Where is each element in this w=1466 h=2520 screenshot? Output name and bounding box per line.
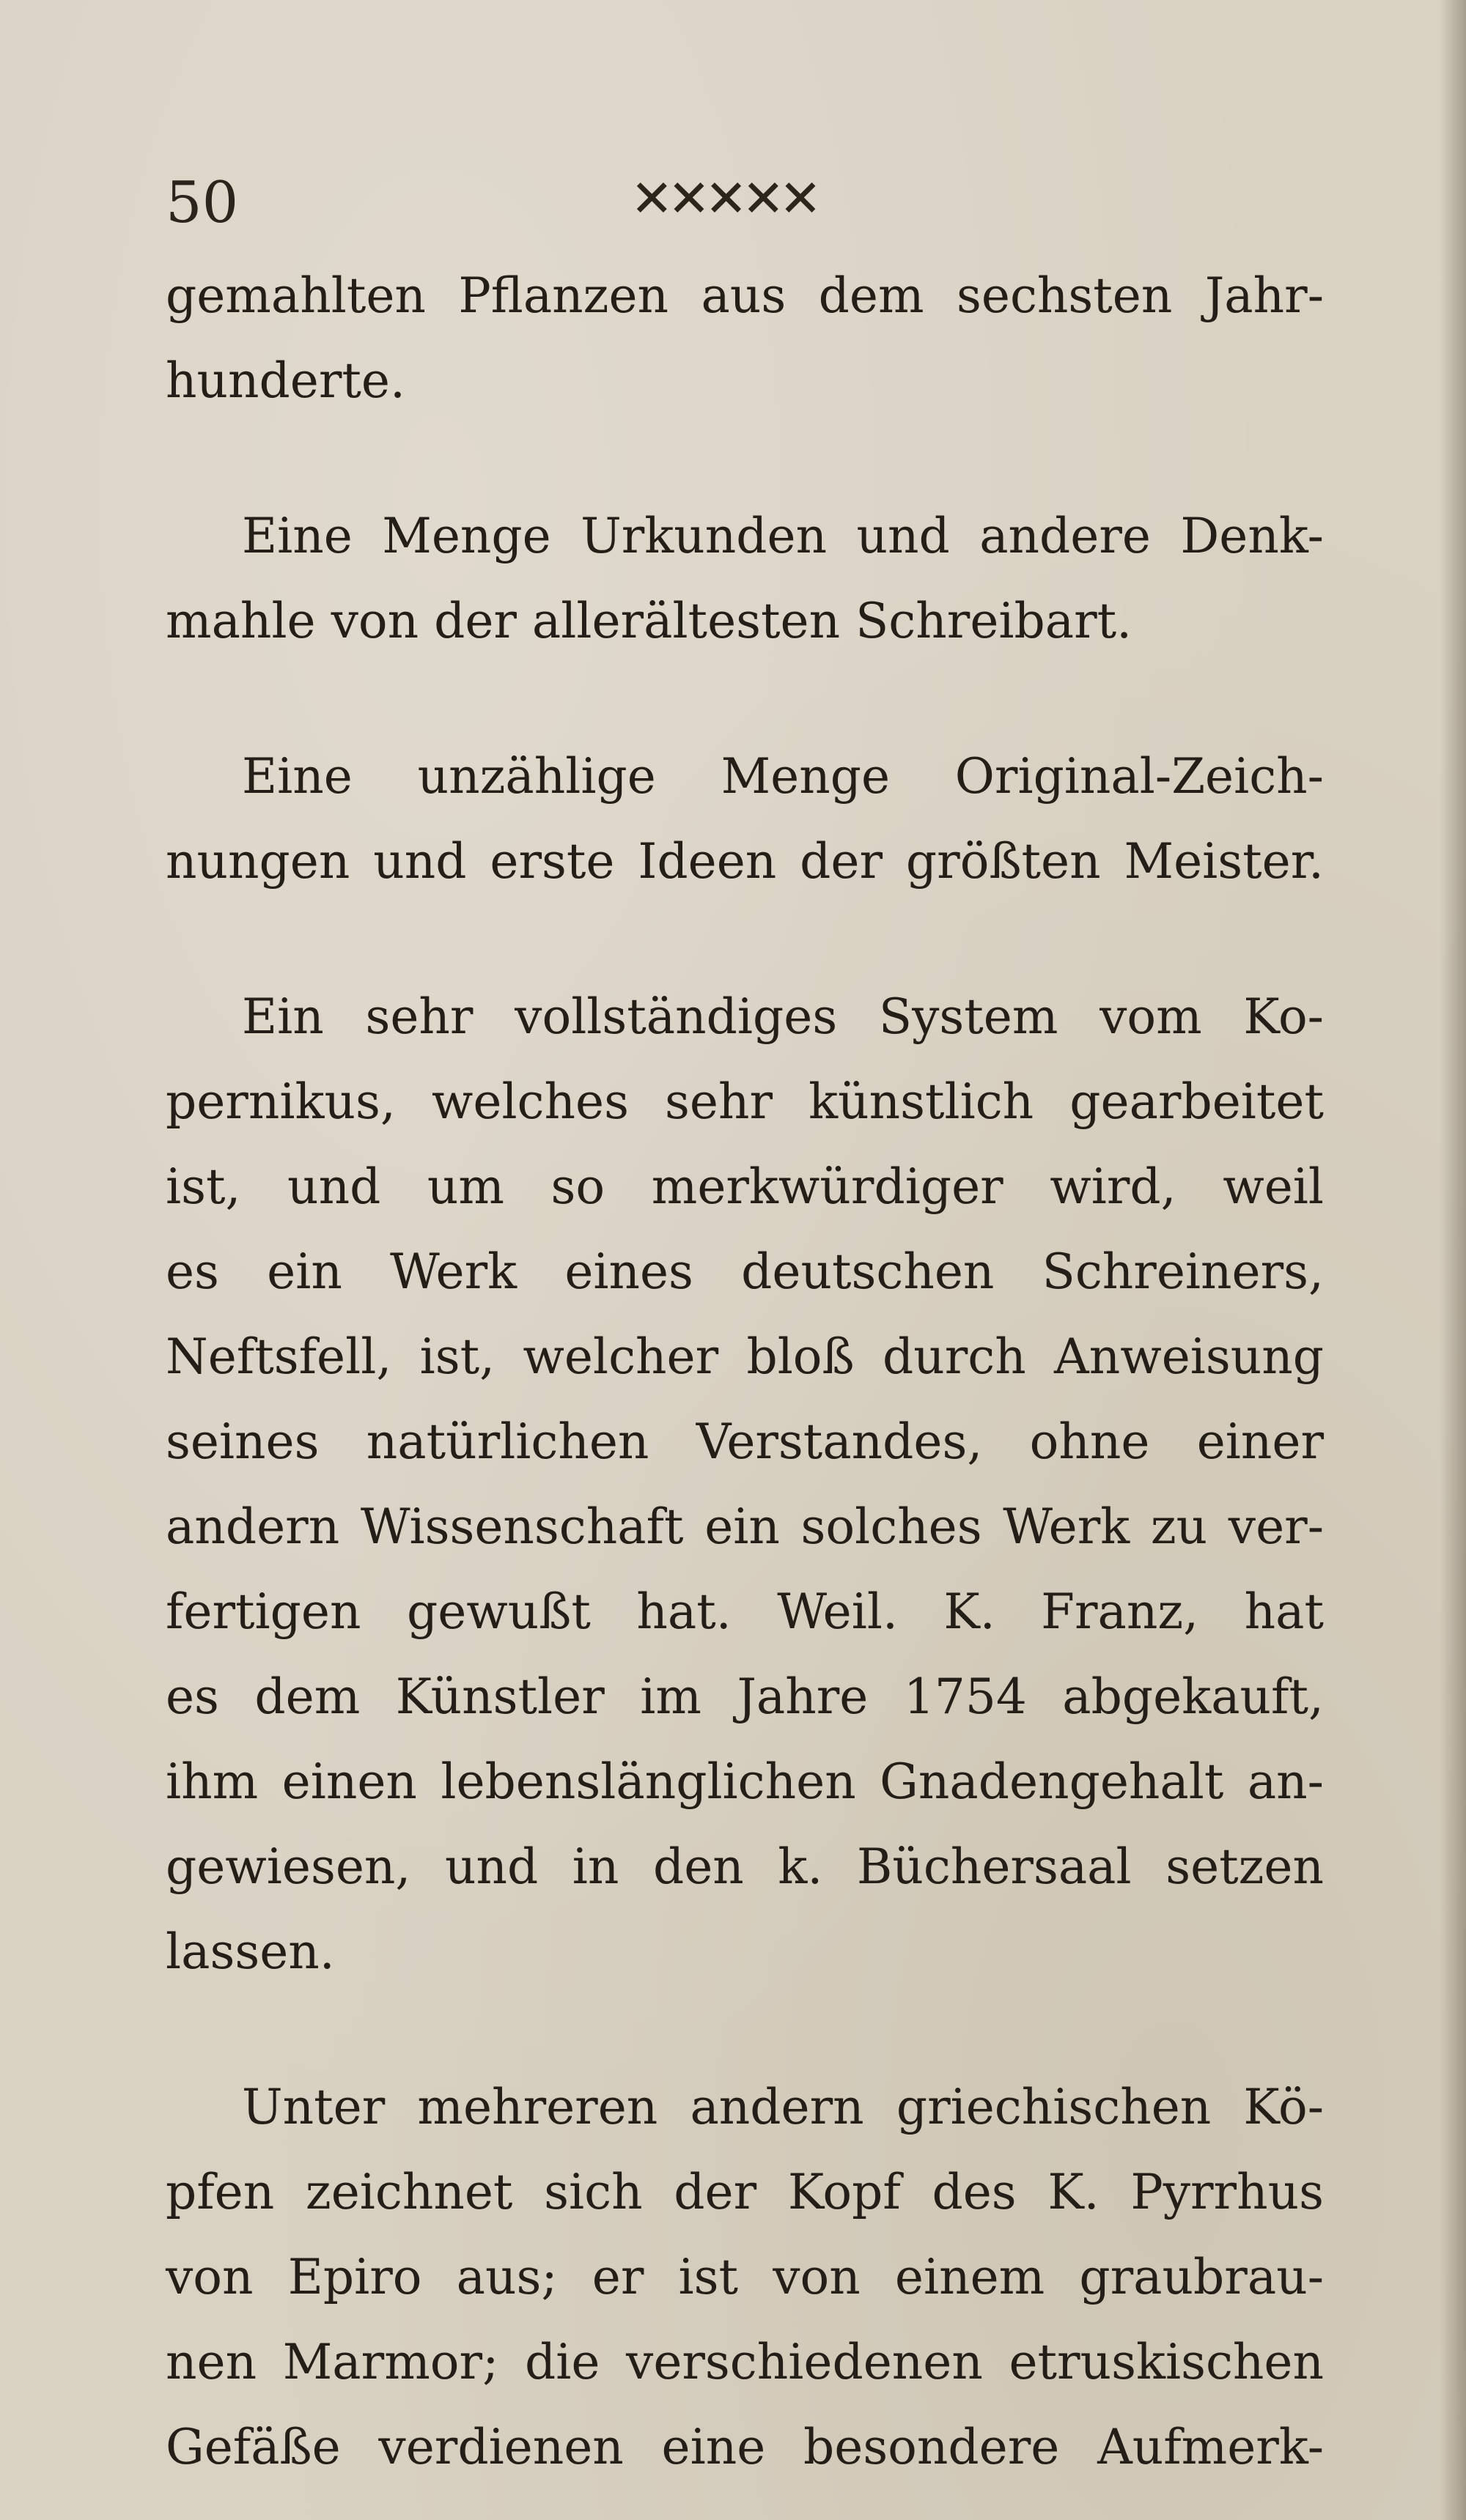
paragraph-5 [166, 2065, 1324, 2490]
text-line: Ein sehr vollständiges System vom Ko- [242, 989, 1324, 1045]
text-line: gemahlten Pflanzen aus dem sechsten Jahr- [166, 267, 1324, 324]
text-line: nungen und erste Ideen der größten Meister. [166, 833, 1324, 890]
paragraph-2 [166, 494, 1324, 664]
text-line: andern Wissenschaft ein solches Werk zu ver- [166, 1499, 1324, 1555]
text-line: lassen. [166, 1924, 335, 1980]
text-line: pernikus, welches sehr künstlich gearbeitet [166, 1074, 1324, 1130]
text-line: seines natürlichen Verstandes, ohne einer [166, 1414, 1324, 1470]
text-line: ist, und um so merkwürdiger wird, weil [166, 1159, 1324, 1215]
paragraph-1 [166, 254, 1324, 424]
text-line: Neftsfell, ist, welcher bloß durch Anweisung [166, 1329, 1324, 1385]
text-line: pfen zeichnet sich der Kopf des K. Pyrrhus [166, 2164, 1324, 2220]
text-line: gewiesen, und in den k. Büchersaal setzen [166, 1839, 1324, 1895]
text-line: es ein Werk eines deutschen Schreiners, [166, 1244, 1324, 1300]
text-line: mahle von der allerältesten Schreibart. [166, 593, 1132, 649]
text-line: ihm einen lebenslänglichen Gnadengehalt an- [166, 1754, 1324, 1810]
text-line: Gefäße verdienen eine besondere Aufmerk- [166, 2419, 1324, 2475]
text-line: Eine Menge Urkunden und andere Denk- [242, 508, 1324, 564]
text-line: von Epiro aus; er ist von einem graubrau- [166, 2249, 1324, 2305]
text-line: Unter mehreren andern griechischen Kö- [242, 2079, 1324, 2135]
text-line: es dem Künstler im Jahre 1754 abgekauft, [166, 1669, 1324, 1725]
text-line: Eine unzählige Menge Original-Zeich- [242, 748, 1324, 805]
body-text [166, 254, 1324, 2490]
paragraph-3 [166, 734, 1324, 904]
page-header [166, 160, 1338, 248]
text-line: fertigen gewußt hat. Weil. K. Franz, hat [166, 1584, 1324, 1640]
page-number: 50 [166, 170, 239, 236]
text-line: nen Marmor; die verschiedenen etruskischen [166, 2334, 1324, 2390]
page-edge-shadow [1440, 0, 1466, 2520]
header-ornament: ✕✕✕✕✕ [630, 169, 817, 229]
text-line: hunderte. [166, 352, 405, 409]
paragraph-4 [166, 975, 1324, 1995]
